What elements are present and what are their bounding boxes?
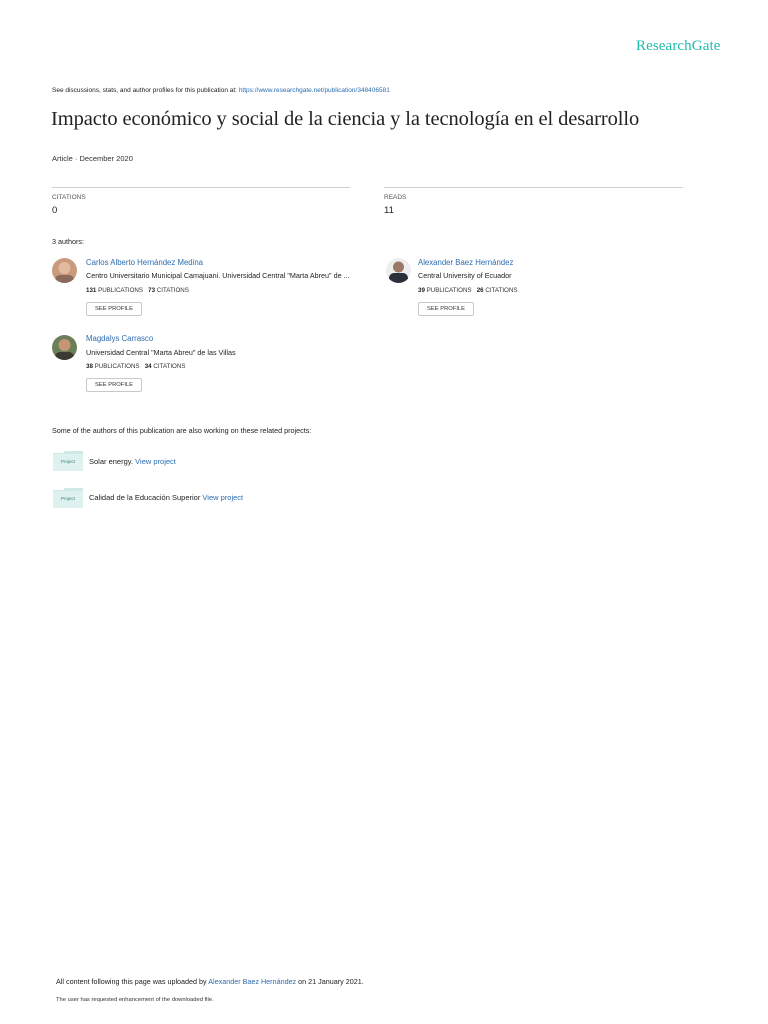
footer-prefix: All content following this page was uploaded by <box>56 977 207 986</box>
author-institution: Central University of Ecuador <box>418 271 512 280</box>
author-institution: Universidad Central "Marta Abreu" de las Villas <box>86 348 236 357</box>
see-profile-button[interactable]: SEE PROFILE <box>418 302 474 316</box>
author-name[interactable]: Magdalys Carrasco <box>86 334 154 343</box>
project-name: Calidad de la Educación Superior <box>89 493 201 502</box>
footer-note: The user has requested enhancement of the downloaded file. <box>56 997 214 1003</box>
publication-url-link[interactable]: https://www.researchgate.net/publication/348406581 <box>238 87 390 94</box>
project-item <box>89 493 243 502</box>
project-icon-label: Project <box>61 459 76 464</box>
publications-label: PUBLICATIONS <box>98 287 143 294</box>
citations-label: CITATIONS <box>156 287 189 294</box>
publications-count: 38 <box>86 363 93 370</box>
project-folder-icon[interactable] <box>53 488 83 508</box>
author-stats <box>86 287 189 294</box>
author-stats <box>418 287 517 294</box>
publications-count: 131 <box>86 287 97 294</box>
upload-footer <box>56 977 364 986</box>
view-project-link[interactable]: View project <box>135 457 176 466</box>
related-projects-heading: Some of the authors of this publication are also working on these related projects: <box>52 426 312 435</box>
author-stats <box>86 363 185 370</box>
publication-title: Impacto económico y social de la ciencia y la tecnología en el desarrollo <box>51 108 640 130</box>
project-name: Solar energy. <box>89 457 134 466</box>
citations-divider <box>52 187 350 188</box>
publications-label: PUBLICATIONS <box>426 287 472 294</box>
project-icon-label: Project <box>61 496 76 501</box>
citations-label: CITATIONS <box>153 363 186 370</box>
citations-value: 0 <box>52 205 58 216</box>
project-folder-icon[interactable] <box>53 451 83 471</box>
reads-divider <box>384 187 683 188</box>
reads-value: 11 <box>384 205 394 216</box>
see-profile-button[interactable]: SEE PROFILE <box>86 302 142 316</box>
avatar[interactable] <box>52 258 77 283</box>
authors-heading: 3 authors: <box>52 237 84 246</box>
uploader-link[interactable]: Alexander Baez Hernández <box>208 977 297 986</box>
publication-meta: Article · December 2020 <box>52 154 133 163</box>
publications-label: PUBLICATIONS <box>94 363 140 370</box>
publications-count: 39 <box>418 287 425 294</box>
researchgate-logo[interactable]: ResearchGate <box>636 38 721 54</box>
see-profile-button[interactable]: SEE PROFILE <box>86 378 142 392</box>
author-name[interactable]: Alexander Baez Hernández <box>418 258 514 267</box>
citations-count: 26 <box>476 287 484 294</box>
author-name[interactable]: Carlos Alberto Hernández Medina <box>86 258 204 267</box>
citations-label: CITATIONS <box>52 194 86 201</box>
author-institution: Centro Universitario Municipal Camajuani. Universidad Central "Marta Abreu" de ... <box>86 271 350 280</box>
avatar[interactable] <box>386 258 411 283</box>
footer-suffix: on 21 January 2021. <box>298 977 364 986</box>
project-item <box>89 457 176 466</box>
reads-label: READS <box>384 194 407 201</box>
view-project-link[interactable]: View project <box>202 493 244 502</box>
citations-label: CITATIONS <box>485 287 518 294</box>
discussion-line <box>52 87 390 94</box>
citations-count: 34 <box>144 363 152 370</box>
discussion-prefix: See discussions, stats, and author profiles for this publication at: <box>52 87 237 94</box>
avatar[interactable] <box>52 335 77 360</box>
citations-count: 73 <box>148 287 156 294</box>
